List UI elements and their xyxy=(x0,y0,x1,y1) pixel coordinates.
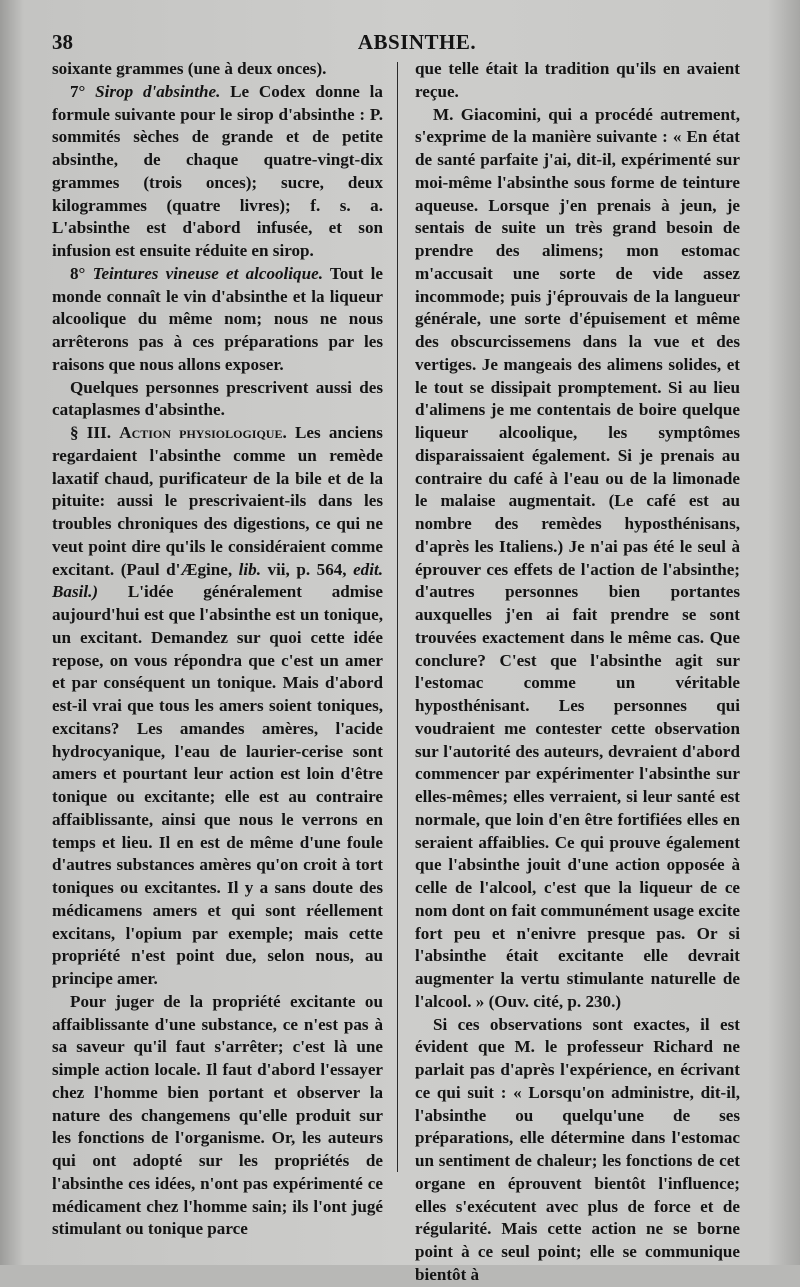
column-divider xyxy=(397,62,398,1172)
section-number: § III. xyxy=(70,423,111,442)
item-title: Sirop d'absinthe. xyxy=(95,81,221,101)
paragraph xyxy=(52,422,383,991)
item-text: Tout le monde connaît le vin d'absinthe et la liqueur alcoolique du même nom; nous ne nous arrêterons pas à ces préparations par les raisons que nous allons exposer. xyxy=(52,263,383,374)
paragraph: que telle était la tradition qu'ils en avaient reçue. xyxy=(415,59,740,101)
page-header xyxy=(52,30,782,56)
paragraph: Quelques personnes prescrivent aussi des cataplasmes d'absinthe. xyxy=(52,377,383,420)
section-text: Les anciens regardaient l'absinthe comme un remède laxatif chaud, purificateur de la bile et de la pituite: aussi le prescrivaient-ils dans les troubles chroniques des digestions, ce qui ne veut point dire qu'ils le considéraient comme excitant. (Paul d'Ægine, xyxy=(52,423,383,579)
paragraph xyxy=(52,81,383,263)
citation-page: p. 564, xyxy=(296,559,347,579)
citation-volume: vii, xyxy=(267,559,290,579)
right-column xyxy=(415,58,740,1287)
item-text: Le Codex donne la formule suivante pour le sirop d'absinthe : P. sommités sèches de grande et de petite absinthe, de chaque quatre-vingt-dix grammes (trois onces); sucre, deux kilogrammes (quatre livres); f. s. a. L'absinthe est d'abord infusée, et son infusion est ensuite réduite en sirop. xyxy=(52,81,383,260)
paragraph: Si ces observations sont exactes, il est évident que M. le professeur Richard ne parlait pas d'après l'expérience, en écrivant ce qui suit : « Lorsqu'on administre, dit-il, l'absinthe ou quelqu'une de ses préparations, elle détermine dans l'estomac un sentiment de chaleur; les fonctions de cet organe en éprouvent bientôt l'influence; elles s'exécutent avec plus de force et de régularité. Mais cette action ne se borne point à ce seul point; elle se communique bientôt à xyxy=(415,1014,740,1284)
left-column xyxy=(52,58,383,1241)
section-heading: Action physiologique. xyxy=(119,423,287,442)
citation-edition: edit. Basil.) xyxy=(52,559,383,602)
item-title: Teintures vineuse et alcoolique. xyxy=(92,263,323,283)
section-text: L'idée généralement admise aujourd'hui est que l'absinthe est un tonique, un excitant. Demandez sur quoi cette idée repose, on vous répondra que c'est un amer et par conséquent un tonique. Mais d'abord est-il vrai que tous les amers soient toniques, excitans? Les amandes amères, l'acide hydrocyanique, l'eau de laurier-cerise sont amers et pourtant leur action est loin d'être tonique ou excitante; elle est au contraire affaiblissante, ainsi que nous le verrons en temps et lieu. Il en est de même d'une foule d'autres substances amères qu'on croit à tort toniques ou excitantes. Il y a sans doute des médicamens amers et qui sont réellement excitans, l'opium par exemple; mais cette propriété n'est point due, selon nous, au principe amer. xyxy=(52,582,383,988)
item-number: 7° xyxy=(70,81,86,101)
page-number: 38 xyxy=(52,30,73,54)
running-title: ABSINTHE. xyxy=(357,30,477,54)
paragraph: M. Giacomini, qui a procédé autrement, s'exprime de la manière suivante : « En état de santé parfaite j'ai, dit-il, expérimenté sur moi-même l'absinthe sous forme de teinture aqueuse. Lorsque j'en prenais à jeun, je sentais de suite un très grand besoin de prendre des alimens; mon estomac m'accusait une sorte de vide assez incommode; puis j'éprouvais de la langueur générale, une sorte d'épuisement et même des obscurcissemens dans la vue et des vertiges. Je mangeais des alimens solides, et le tout se dissipait promptement. Si au lieu d'alimens je me contentais de boire quelque liqueur alcoolique, les symptômes disparaissaient également. Si je prenais au contraire du café à l'eau ou de la limonade le malaise augmentait. (Le café est au nombre des remèdes hyposthénisans, d'après les Italiens.) Je n'ai pas été le seul à éprouver ces effets de l'action de l'absinthe; d'autres personnes bien portantes auxquelles j'en ai fait prendre se sont trouvées exactement dans le même cas. Que conclure? C'est que l'absinthe agit sur l'estomac comme un véritable hyposthénisant. Les personnes qui voudraient me contester cette observation sur l'autorité des auteurs, devraient d'abord commencer par expérimenter l'absinthe sur elles-mêmes; elles verraient, si leur santé est normale, que loin d'en être fortifiées elles en seraient affaiblies. Ce qui prouve également que l'absinthe jouit d'une action opposée à celle de l'alcool, c'est que la liqueur de ce nom dont on fait communément usage excite fort peu et n'enivre presque pas. Or si l'absinthe était excitante elle devrait augmenter la vertu stimulante naturelle de l'alcool. » (Ouv. cité, p. 230.) xyxy=(415,104,740,1011)
paragraph: Pour juger de la propriété excitante ou affaiblissante d'une substance, ce n'est pas à sa saveur qu'il faut s'arrêter; c'est là une simple action locale. Il faut d'abord l'essayer chez l'homme bien portant et observer la nature des changemens qu'elle produit sur les fonctions de l'organisme. Or, les auteurs qui ont adopté sur les propriétés de l'absinthe ces idées, n'ont pas expérimenté ce médicament chez l'homme sain; ils l'ont jugé stimulant ou tonique parce xyxy=(52,991,383,1239)
item-number: 8° xyxy=(70,263,86,283)
paragraph: soixante grammes (une à deux onces). xyxy=(52,59,327,78)
citation-lib: lib. xyxy=(238,559,261,579)
paragraph xyxy=(52,263,383,377)
